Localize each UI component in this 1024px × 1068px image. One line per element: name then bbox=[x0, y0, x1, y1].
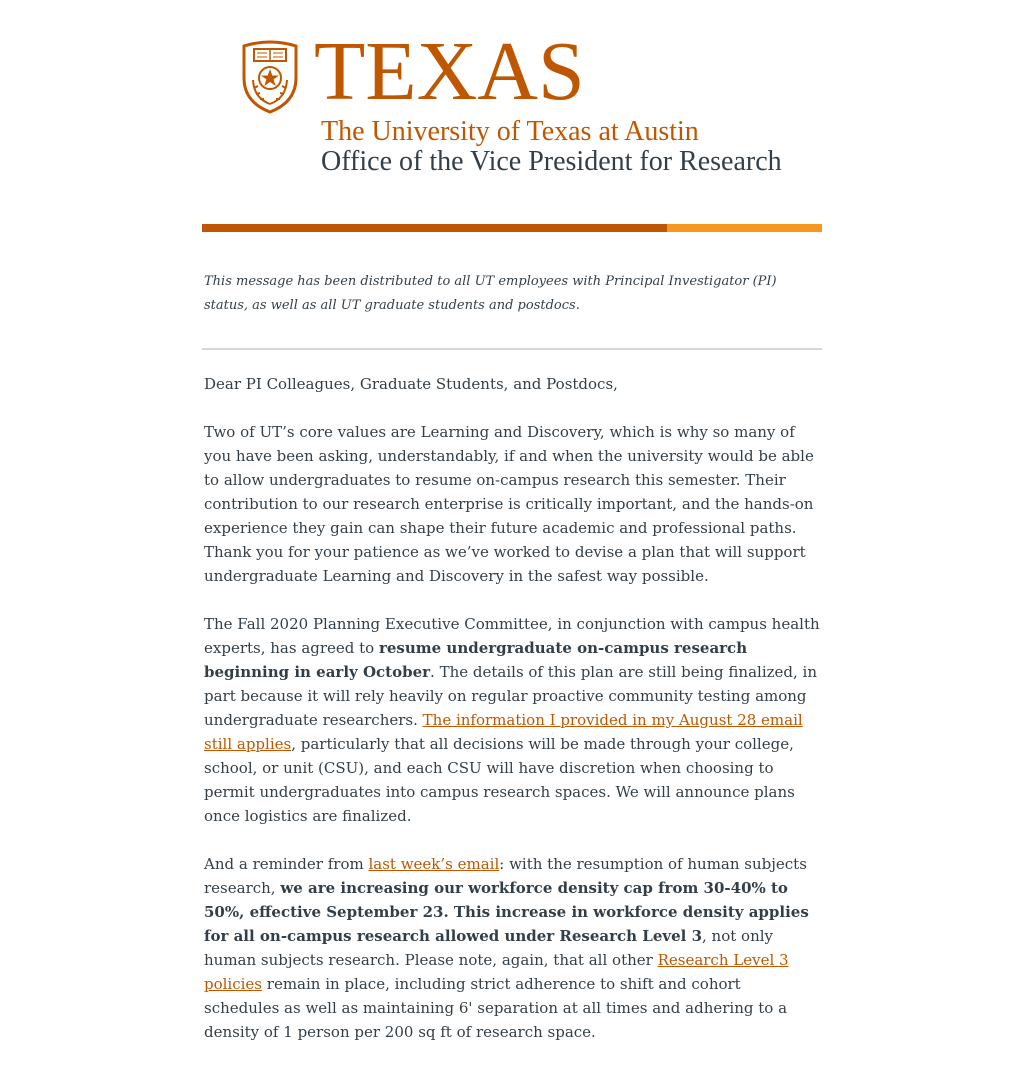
message-body bbox=[204, 372, 820, 1068]
university-name: The University of Texas at Austin bbox=[321, 116, 699, 147]
ut-seal-icon bbox=[240, 40, 300, 114]
bold-text: resume undergraduate on-campus research beginning in early October bbox=[204, 639, 748, 681]
accent-bar bbox=[202, 224, 822, 232]
text-segment: The Fall 2020 Planning Executive Committee, in conjunction with campus health experts, has agreed to bbox=[204, 615, 820, 657]
last-week-email-link[interactable]: last week’s email bbox=[368, 855, 500, 873]
bold-text: we are increasing our workforce density cap from 30-40% to 50%, effective September 23. This increase in workforce density applies for all on-campus research allowed under Research Level 3 bbox=[204, 879, 809, 945]
text-segment: And a reminder from bbox=[204, 855, 369, 873]
text-segment: remain in place, including strict adherence to shift and cohort schedules as well as maintaining 6' separation at all times and adhering to a density of 1 person per 200 sq ft of research space. bbox=[204, 975, 788, 1041]
distribution-notice: This message has been distributed to all UT employees with Principal Investigator (PI) status, as well as all UT graduate students and postdocs. bbox=[204, 274, 777, 313]
accent-bar-dark bbox=[202, 224, 667, 232]
divider bbox=[202, 348, 822, 350]
text-segment: : with the resumption of human subjects research, bbox=[204, 855, 807, 897]
text-segment: . The details of this plan are still being finalized, in part because it will rely heavily on regular proactive community testing among undergraduate researchers. bbox=[204, 663, 818, 729]
header bbox=[0, 0, 1024, 220]
texas-wordmark: TEXAS bbox=[314, 25, 585, 118]
paragraph-1: Two of UT’s core values are Learning and Discovery, which is why so many of you have been asking, understandably, if and when the university would be able to allow undergraduates to resume on-campus research this semester. Their contribution to our research enterprise is critically important, and the hands-on experience they gain can shape their future academic and professional paths. Thank you for your patience as we’ve worked to devise a plan that will support undergraduate Learning and Discovery in the safest way possible. bbox=[204, 423, 814, 585]
august-28-email-link[interactable]: The information I provided in my August 28 email still applies bbox=[204, 711, 803, 753]
research-level-3-policies-link[interactable]: Research Level 3 policies bbox=[204, 951, 789, 993]
greeting: Dear PI Colleagues, Graduate Students, and Postdocs, bbox=[204, 375, 618, 393]
text-segment: , not only human subjects research. Please note, again, that all other bbox=[204, 927, 774, 969]
accent-bar-light bbox=[667, 224, 822, 232]
office-name: Office of the Vice President for Research bbox=[321, 146, 782, 177]
paragraph-3 bbox=[204, 852, 820, 1044]
text-segment: , particularly that all decisions will be made through your college, school, or unit (CSU), and each CSU will have discretion when choosing to permit undergraduates into campus research spaces. We will announce plans once logistics are finalized. bbox=[204, 735, 795, 825]
paragraph-2 bbox=[204, 612, 820, 828]
